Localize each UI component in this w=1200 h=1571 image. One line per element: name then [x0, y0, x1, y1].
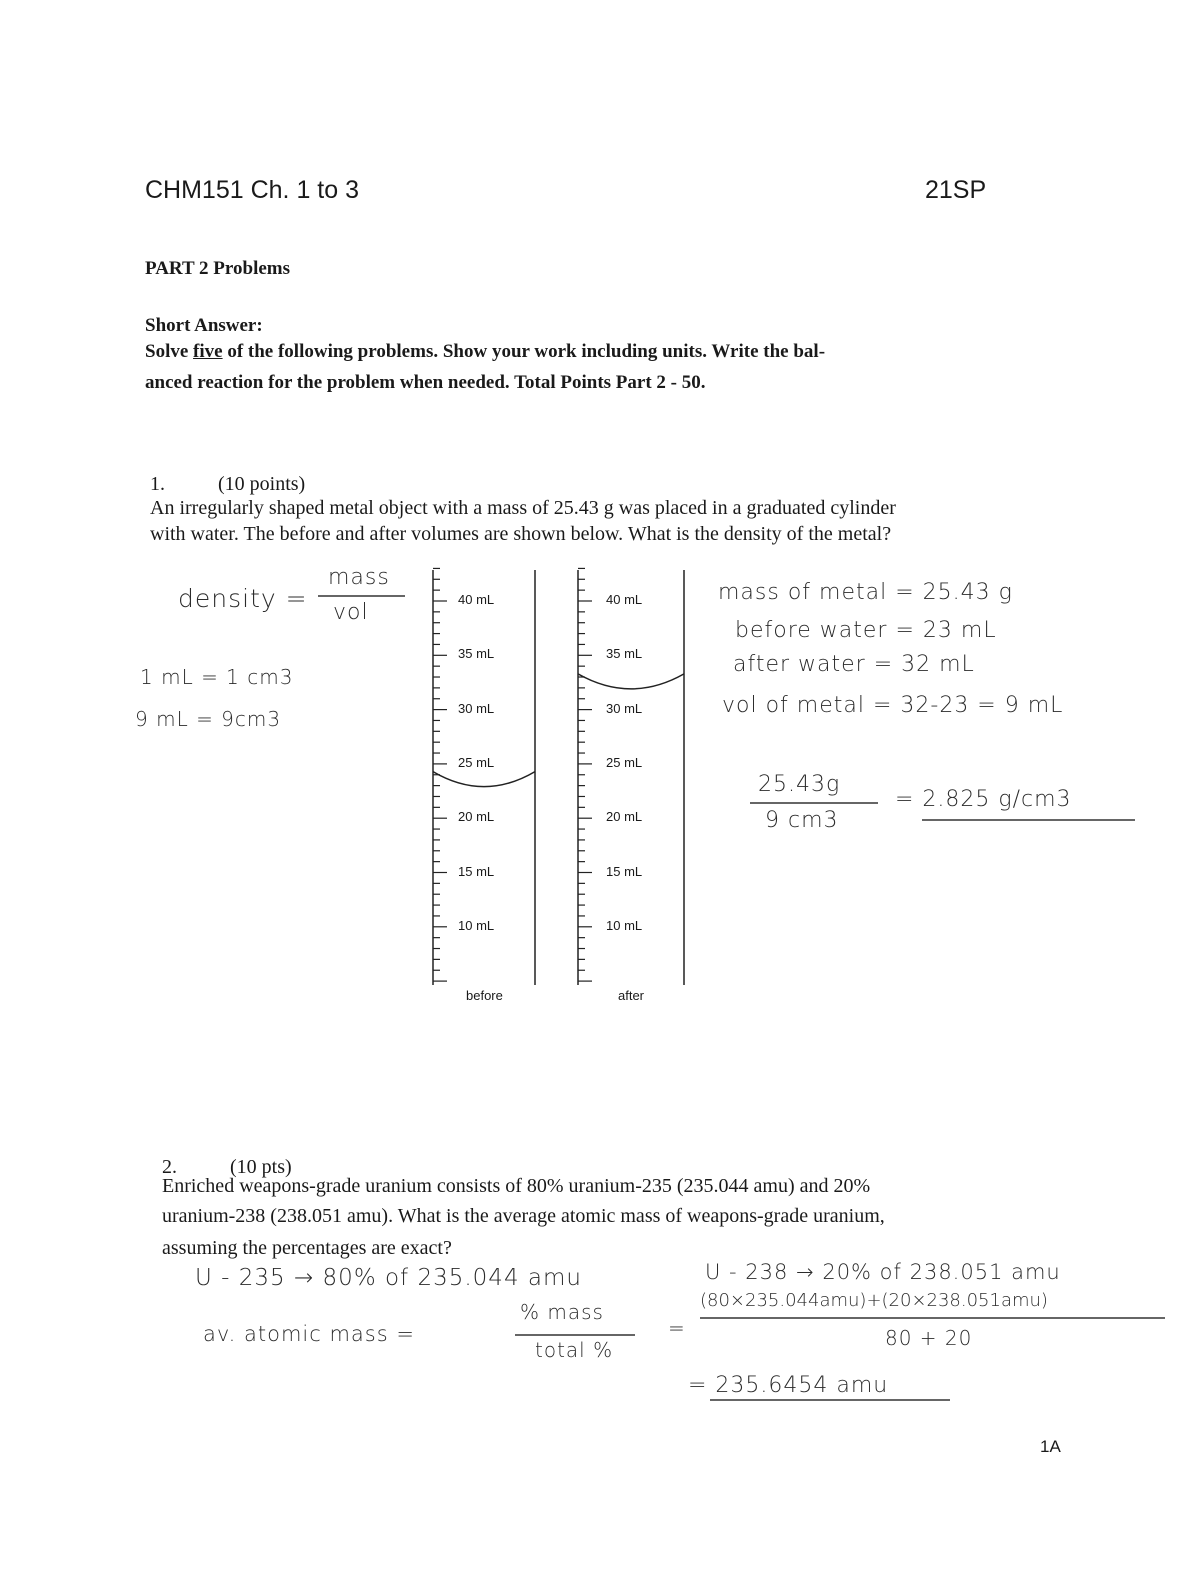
before-cylinder-scale-label: 35 mL — [458, 646, 495, 662]
after-cylinder-scale-label: 25 mL — [606, 754, 643, 770]
before-cylinder-scale-label: 25 mL — [458, 754, 495, 770]
hw-pct-den: total % — [535, 1338, 614, 1362]
after-cylinder-scale-label: 40 mL — [606, 592, 643, 607]
after-cylinder-scale-label: 15 mL — [606, 863, 643, 879]
before-cylinder-scale-label: 20 mL — [458, 809, 495, 825]
hw-density-lhs: density = — [178, 584, 308, 613]
q2-points: (10 pts) — [230, 1156, 292, 1178]
after-cylinder-scale-label: 20 mL — [606, 809, 643, 825]
q1-text-line-2: with water. The before and after volumes are shown below. What is the density of the metal? — [150, 523, 892, 545]
hw-before-water: before water = 23 mL — [735, 618, 997, 643]
hw-density-den: vol — [333, 600, 369, 625]
instructions-solve: Solve — [145, 341, 189, 362]
hw-expr-den: 80 + 20 — [885, 1326, 973, 1350]
hw-u235: U - 235 → 80% of 235.044 amu — [195, 1265, 582, 1291]
before-cylinder-scale-label: 40 mL — [458, 592, 495, 607]
term-label: 21SP — [925, 176, 987, 204]
instructions-rest: of the following problems. Show your work including units. Write the bal- — [227, 341, 826, 362]
q1-number: 1. — [150, 473, 165, 495]
hw-frac-den: 9 cm3 — [765, 808, 839, 833]
q2-text-line-1: Enriched weapons-grade uranium consists of 80% uranium-235 (235.044 amu) and 20% — [162, 1175, 871, 1197]
hw-avg-label: av. atomic mass = — [203, 1322, 415, 1346]
hw-u238: U - 238 → 20% of 238.051 amu — [705, 1260, 1061, 1284]
hw-answer: = 235.6454 amu — [688, 1373, 889, 1398]
page-number: 1A — [1040, 1437, 1061, 1456]
before-cylinder-scale-label: 30 mL — [458, 700, 495, 716]
after-cylinder-scale-label: 10 mL — [606, 917, 643, 933]
q2-text-line-2: uranium-238 (238.051 amu). What is the average atomic mass of weapons-grade uranium, — [162, 1205, 885, 1227]
after-label: after — [618, 988, 645, 1003]
hw-conversion-1: 1 mL = 1 cm3 — [140, 665, 294, 689]
part-title: PART 2 Problems — [145, 258, 290, 279]
hw-expr-num: (80×235.044amu)+(20×238.051amu) — [700, 1290, 1048, 1311]
q1-text-line-1: An irregularly shaped metal object with a mass of 25.43 g was placed in a graduated cylinder — [150, 497, 896, 519]
instructions-line-2: anced reaction for the problem when needed. Total Points Part 2 - 50. — [145, 372, 706, 393]
q1-points: (10 points) — [218, 473, 306, 495]
after-cylinder-scale-label: 35 mL — [606, 646, 643, 662]
hw-density-result: = 2.825 g/cm3 — [895, 787, 1072, 812]
short-answer-title: Short Answer: — [145, 315, 263, 336]
course-title: CHM151 Ch. 1 to 3 — [145, 176, 359, 204]
hw-frac-num: 25.43g — [758, 772, 841, 797]
hw-density-num: mass — [328, 565, 390, 590]
hw-mass-of-metal: mass of metal = 25.43 g — [718, 580, 1013, 605]
before-cylinder-scale-label: 10 mL — [458, 917, 495, 933]
q2-text-line-3: assuming the percentages are exact? — [162, 1237, 452, 1259]
before-cylinder-meniscus — [433, 772, 535, 787]
hw-vol-of-metal: vol of metal = 32-23 = 9 mL — [722, 693, 1064, 718]
q2-number: 2. — [162, 1156, 177, 1178]
instructions-five: five — [193, 341, 223, 362]
hw-equals: = — [668, 1316, 686, 1340]
after-cylinder-meniscus — [578, 674, 684, 689]
hw-pct-num: % mass — [520, 1300, 604, 1324]
before-label: before — [466, 988, 503, 1003]
hw-after-water: after water = 32 mL — [733, 652, 975, 677]
before-cylinder-scale-label: 15 mL — [458, 863, 495, 879]
hw-conversion-2: 9 mL = 9cm3 — [135, 707, 282, 731]
after-cylinder-scale-label: 30 mL — [606, 700, 643, 716]
